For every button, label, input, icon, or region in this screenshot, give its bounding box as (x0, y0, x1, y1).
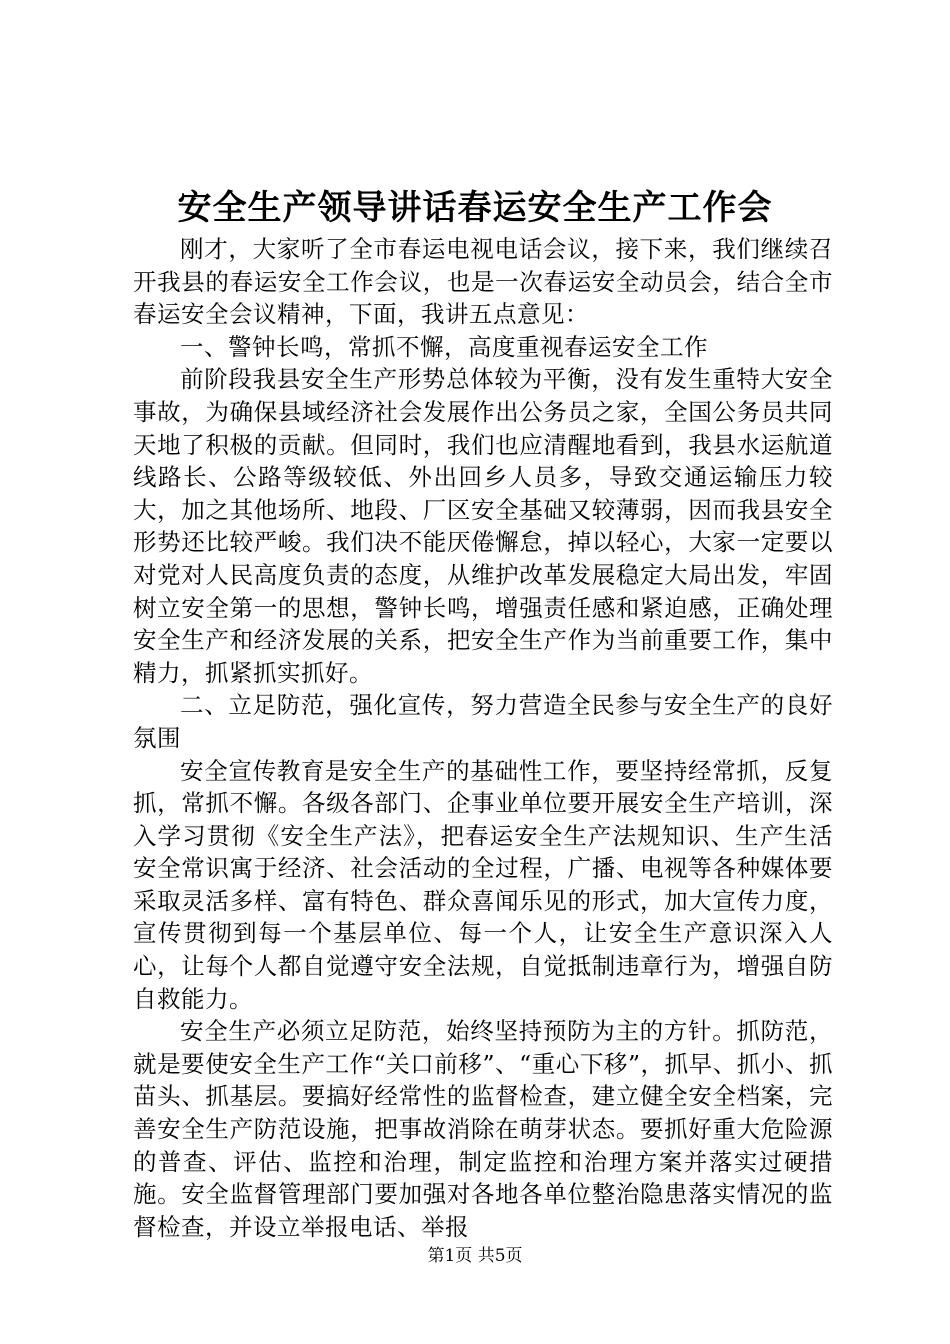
document-body (133, 233, 833, 1243)
section-heading-1: 一、警钟长鸣，常抓不懈，高度重视春运安全工作 (180, 332, 708, 361)
page-footer: 第1页 共5页 (427, 1246, 523, 1266)
paragraph-section-1: 前阶段我县安全生产形势总体较为平衡，没有发生重特大安全事故，为确保县域经济社会发展作出公务员之家，全国公务员共同天地了积极的贡献。但同时，我们也应清醒地看到，我县水运航道线路长、公路等级较低、外出回乡人员多，导致交通运输压力较大，加之其他场所、地段、厂区安全基础又较薄弱，因而我县安全形势还比较严峻。我们决不能厌倦懈怠，掉以轻心，大家一定要以对党对人民高度负责的态度，从维护改革发展稳定大局出发，牢固树立安全第一的思想，警钟长鸣，增强责任感和紧迫感，正确处理安全生产和经济发展的关系，把安全生产作为当前重要工作，集中精力，抓紧抓实抓好。 (133, 365, 833, 687)
section-heading-2: 二、立足防范，强化宣传，努力营造全民参与安全生产的良好氛围 (133, 691, 833, 752)
paragraph-section-2a: 安全宣传教育是安全生产的基础性工作，要坚持经常抓，反复抓，常抓不懈。各级各部门、企事业单位要开展安全生产培训，深入学习贯彻《安全生产法》，把春运安全生产法规知识、生产生活安全常识寓于经济、社会活动的全过程，广播、电视等各种媒体要采取灵活多样、富有特色、群众喜闻乐见的形式，加大宣传力度，宣传贯彻到每一个基层单位、每一个人，让安全生产意识深入人心，让每个人都自觉遵守安全法规，自觉抵制违章行为，增强自防自救能力。 (133, 756, 833, 1013)
paragraph-opening: 刚才，大家听了全市春运电视电话会议，接下来，我们继续召开我县的春运安全工作会议，也是一次春运安全动员会，结合全市春运安全会议精神，下面，我讲五点意见： (133, 235, 833, 329)
document-title: 安全生产领导讲话春运安全生产工作会 (177, 188, 773, 228)
paragraph-section-2b: 安全生产必须立足防范，始终坚持预防为主的方针。抓防范，就是要使安全生产工作“关口前移”、“重心下移”，抓早、抓小、抓苗头、抓基层。要搞好经常性的监督检查，建立健全安全档案，完善安全生产防范设施，把事故消除在萌芽状态。要抓好重大危险源的普查、评估、监控和治理，制定监控和治理方案并落实过硬措施。安全监督管理部门要加强对各地各单位整治隐患落实情况的监督检查，并设立举报电话、举报 (133, 1017, 833, 1241)
